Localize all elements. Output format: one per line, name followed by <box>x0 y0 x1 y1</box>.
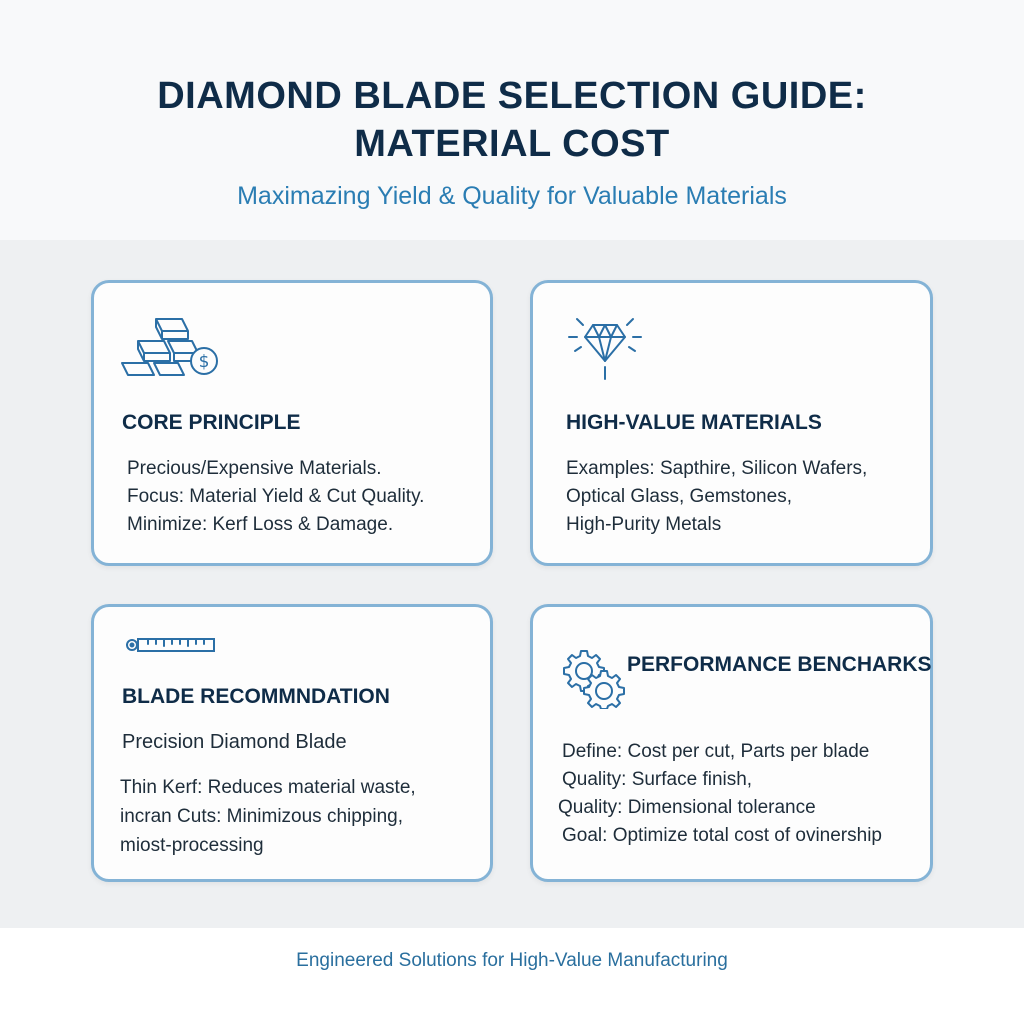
card-title: HIGH-VALUE MATERIALS <box>566 411 822 434</box>
card-line: Focus: Material Yield & Cut Quality. <box>127 486 425 507</box>
header <box>0 0 1024 240</box>
page-title <box>0 72 1024 168</box>
gears-icon <box>563 647 625 709</box>
card-title: BLADE RECOMMNDATION <box>122 685 390 708</box>
card-line: Quality: Dimensional tolerance <box>558 797 816 818</box>
card-line: miost-processing <box>120 835 264 856</box>
svg-text:$: $ <box>198 352 210 372</box>
card-high-value-materials <box>530 280 933 566</box>
card-line: Define: Cost per cut, Parts per blade <box>562 741 870 762</box>
card-title: PERFORMANCE BENCHARKS <box>627 653 932 676</box>
ruler-icon <box>124 633 220 657</box>
card-subtitle: Precision Diamond Blade <box>122 731 347 753</box>
footer-text: Engineered Solutions for High-Value Manufacturing <box>296 950 728 971</box>
page-title-line-2: MATERIAL COST <box>354 123 670 165</box>
card-line: Optical Glass, Gemstones, <box>566 486 792 507</box>
page-title-line-1: DIAMOND BLADE SELECTION GUIDE: <box>157 75 867 117</box>
card-performance-benchmarks <box>530 604 933 882</box>
card-line: Goal: Optimize total cost of ovinership <box>562 825 882 846</box>
gold-bars-dollar-icon <box>118 309 228 381</box>
page-subtitle: Maximazing Yield & Quality for Valuable Materials <box>237 182 787 210</box>
card-core-principle <box>91 280 493 566</box>
card-title: CORE PRINCIPLE <box>122 411 301 434</box>
card-line: Examples: Sapthire, Silicon Wafers, <box>566 458 868 479</box>
card-line: Precious/Expensive Materials. <box>127 458 382 479</box>
card-line: Minimize: Kerf Loss & Damage. <box>127 514 394 535</box>
cards-area <box>0 240 1024 928</box>
card-line: incran Cuts: Minimizous chipping, <box>120 806 404 827</box>
card-line: Thin Kerf: Reduces material waste, <box>120 777 416 798</box>
card-line: High-Purity Metals <box>566 514 722 535</box>
card-blade-recommendation <box>91 604 493 882</box>
footer <box>0 928 1024 1024</box>
card-line: Quality: Surface finish, <box>562 769 753 790</box>
diamond-icon <box>563 315 647 387</box>
